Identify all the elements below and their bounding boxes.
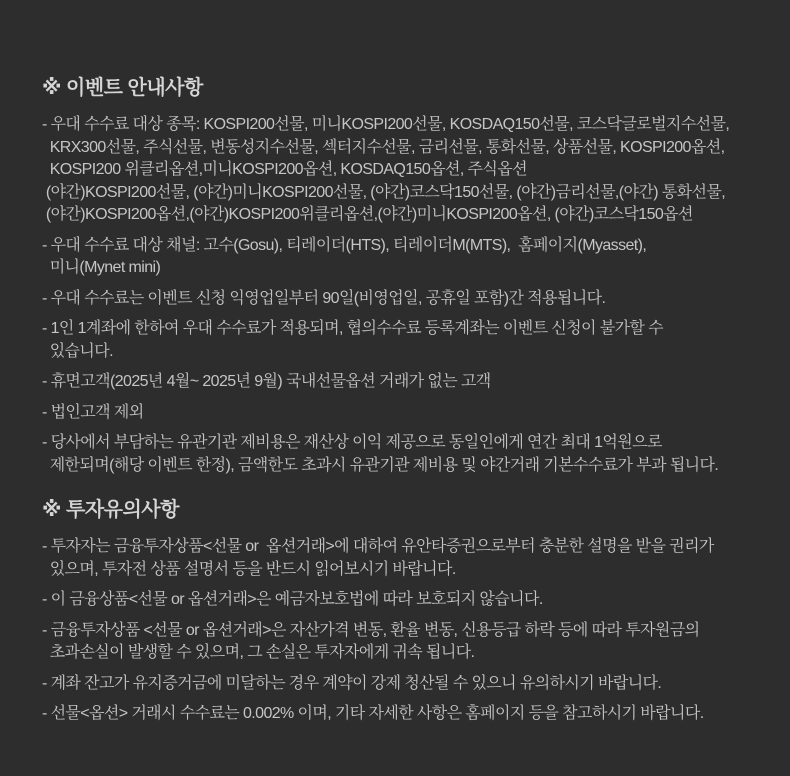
- bullet-item: [42, 114, 770, 227]
- text-line: (야간)KOSPI200옵션,(야간)KOSPI200위클리옵션,(야간)미니KOSPI200옵션, (야간)코스닥150옵션: [42, 206, 693, 223]
- text-line: 미니(Mynet mini): [42, 259, 161, 276]
- bullet-item: [42, 371, 770, 394]
- text-line: - 금융투자상품 <선물 or 옵션거래>은 자산가격 변동, 환율 변동, 신용등급 하락 등에 따라 투자원금의: [42, 621, 700, 639]
- bullet-item: [42, 402, 770, 425]
- bullet-item: [42, 703, 770, 726]
- text-line: - 선물<옵션> 거래시 수수료는 0.002% 이며, 기타 자세한 사항은 홈페이지 등을 참고하시기 바랍니다.: [42, 705, 704, 722]
- text-line: 초과손실이 발생할 수 있으며, 그 손실은 투자자에게 귀속 됩니다.: [42, 644, 475, 661]
- event-notice-section: [42, 76, 770, 477]
- text-line: - 법인고객 제외: [42, 403, 144, 421]
- bullet-item: [42, 620, 770, 665]
- bullet-item: [42, 318, 770, 363]
- text-line: - 휴면고객(2025년 4월~ 2025년 9월) 국내선물옵션 거래가 없는 고객: [42, 373, 491, 390]
- text-line: - 우대 수수료 대상 채널: 고수(Gosu), 티레이더(HTS), 티레이더M(MTS), 홈페이지(Myasset),: [42, 236, 647, 254]
- bullet-item: [42, 536, 770, 581]
- text-line: - 우대 수수료는 이벤트 신청 익영업일부터 90일(비영업일, 공휴일 포함)간 적용됩니다.: [42, 289, 606, 307]
- bullet-item: [42, 235, 770, 280]
- text-line: - 1인 1계좌에 한하여 우대 수수료가 적용되며, 협의수수료 등록계좌는 이벤트 신청이 불가할 수: [42, 320, 663, 337]
- bullet-item: [42, 673, 770, 696]
- text-line: (야간)KOSPI200선물, (야간)미니KOSPI200선물, (야간)코스닥150선물, (야간)금리선물,(야간) 통화선물,: [42, 183, 726, 201]
- text-line: - 당사에서 부담하는 유관기관 제비용은 재산상 이익 제공으로 동일인에게 연간 최대 1억원으로: [42, 434, 662, 451]
- text-line: - 이 금융상품<선물 or 옵션거래>은 예금자보호법에 따라 보호되지 않습니다.: [42, 591, 543, 608]
- text-line: 있으며, 투자전 상품 설명서 등을 반드시 읽어보시기 바랍니다.: [42, 560, 456, 578]
- text-line: - 투자자는 금융투자상품<선물 or 옵션거래>에 대하여 유안타증권으로부터 충분한 설명을 받을 권리가: [42, 538, 714, 555]
- section-title: ※ 투자유의사항: [42, 499, 179, 521]
- text-line: 있습니다.: [42, 342, 113, 360]
- text-line: KOSPI200 위클리옵션,미니KOSPI200옵션, KOSDAQ150옵션, 주식옵션: [42, 161, 527, 178]
- investment-warning-section: [42, 498, 770, 726]
- bullet-item: [42, 432, 770, 477]
- sections-container: [42, 76, 770, 726]
- text-line: - 우대 수수료 대상 종목: KOSPI200선물, 미니KOSPI200선물, KOSDAQ150선물, 코스닥글로벌지수선물,: [42, 116, 730, 133]
- text-line: KRX300선물, 주식선물, 변동성지수선물, 섹터지수선물, 금리선물, 통화선물, 상품선물, KOSPI200옵션,: [42, 138, 725, 156]
- bullet-item: [42, 288, 770, 311]
- section-title: ※ 이벤트 안내사항: [42, 77, 203, 99]
- text-line: 제한되며(해당 이벤트 한정), 금액한도 초과시 유관기관 제비용 및 야간거래 기본수수료가 부과 됩니다.: [42, 456, 719, 474]
- text-line: - 계좌 잔고가 유지증거금에 미달하는 경우 계약이 강제 청산될 수 있으니 유의하시기 바랍니다.: [42, 674, 662, 692]
- bullet-item: [42, 589, 770, 612]
